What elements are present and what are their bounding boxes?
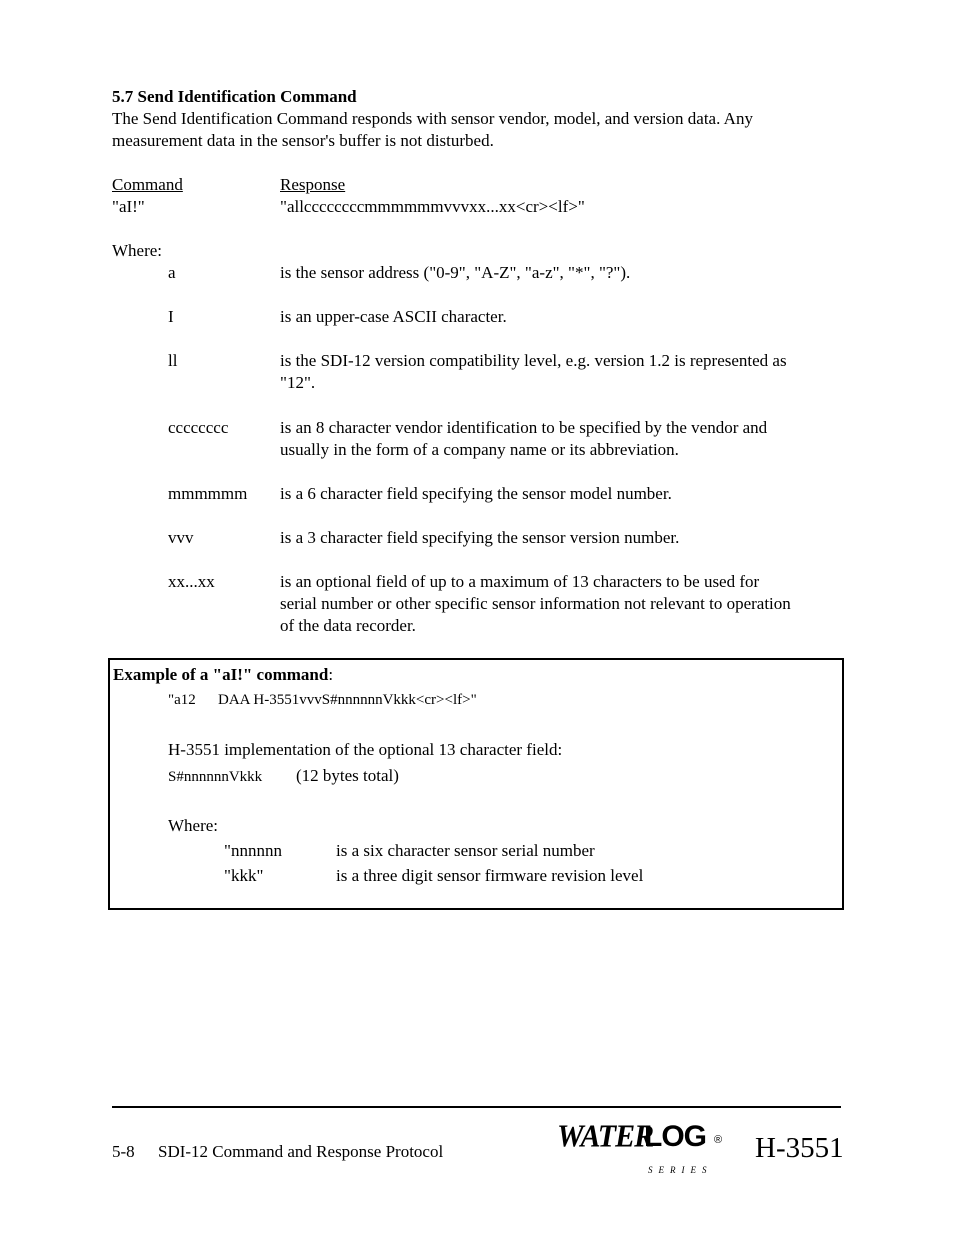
response-column-header: Response bbox=[280, 175, 346, 194]
footer-page-number: 5-8 bbox=[112, 1142, 135, 1161]
logo-water-text: WATER bbox=[557, 1119, 654, 1154]
example-field-format: S#nnnnnnVkkk bbox=[168, 769, 263, 785]
intro-text-line-2: measurement data in the sensor's buffer is not disturbed. bbox=[112, 131, 494, 150]
response-value: "allccccccccmmmmmmvvvxx...xx<cr><lf>" bbox=[280, 197, 585, 216]
command-value: "aI!" bbox=[112, 197, 145, 216]
definition-term: ll bbox=[168, 351, 178, 370]
definition-desc: usually in the form of a company name or its abbreviation. bbox=[280, 440, 679, 459]
definition-desc: "12". bbox=[280, 373, 316, 392]
definition-term: vvv bbox=[168, 528, 194, 547]
definition-desc: is the sensor address ("0-9", "A-Z", "a-z", "*", "?"). bbox=[280, 263, 631, 282]
document-id: H-3551 bbox=[755, 1132, 844, 1164]
footer-divider bbox=[112, 1106, 841, 1108]
section-heading: 5.7 Send Identification Command bbox=[112, 87, 357, 106]
example-term: "kkk" bbox=[224, 866, 264, 885]
example-title-bold: Example of a "aI!" command bbox=[113, 665, 329, 684]
definition-desc: is the SDI-12 version compatibility level, e.g. version 1.2 is represented as bbox=[280, 351, 787, 370]
registered-mark: ® bbox=[714, 1134, 723, 1146]
definition-desc: of the data recorder. bbox=[280, 616, 416, 635]
logo-log-text: LOG bbox=[644, 1120, 706, 1153]
definition-desc: is a 3 character field specifying the sensor version number. bbox=[280, 528, 680, 547]
command-column-header: Command bbox=[112, 175, 183, 194]
where-label: Where: bbox=[112, 241, 163, 260]
example-field-total: (12 bytes total) bbox=[296, 766, 399, 785]
footer-chapter-title: SDI-12 Command and Response Protocol bbox=[158, 1142, 444, 1161]
example-desc: is a six character sensor serial number bbox=[336, 841, 595, 860]
example-impl-line: H-3551 implementation of the optional 13 character field: bbox=[168, 740, 563, 759]
definition-term: I bbox=[168, 307, 174, 326]
definition-term: mmmmmm bbox=[168, 484, 248, 503]
definition-term: cccccccc bbox=[168, 418, 229, 437]
definition-term: a bbox=[168, 263, 176, 282]
definition-desc: is a 6 character field specifying the sensor model number. bbox=[280, 484, 672, 503]
definition-desc: is an 8 character vendor identification to be specified by the vendor and bbox=[280, 418, 768, 437]
definition-desc: is an upper-case ASCII character. bbox=[280, 307, 507, 326]
example-desc: is a three digit sensor firmware revision level bbox=[336, 866, 644, 885]
definition-term: xx...xx bbox=[168, 572, 215, 591]
example-title-colon: : bbox=[328, 665, 334, 684]
example-where-label: Where: bbox=[168, 816, 219, 835]
definition-desc: is an optional field of up to a maximum of 13 characters to be used for bbox=[280, 572, 760, 591]
example-response-body: DAA H-3551vvvS#nnnnnnVkkk<cr><lf>" bbox=[218, 692, 477, 708]
logo-series-text: SERIES bbox=[648, 1165, 713, 1175]
example-response-address: "a12 bbox=[168, 692, 196, 708]
definition-desc: serial number or other specific sensor information not relevant to operation bbox=[280, 594, 791, 613]
example-term: "nnnnnn bbox=[224, 841, 282, 860]
example-title bbox=[113, 664, 333, 686]
intro-text-line-1: The Send Identification Command responds with sensor vendor, model, and version data. Any bbox=[112, 109, 753, 128]
